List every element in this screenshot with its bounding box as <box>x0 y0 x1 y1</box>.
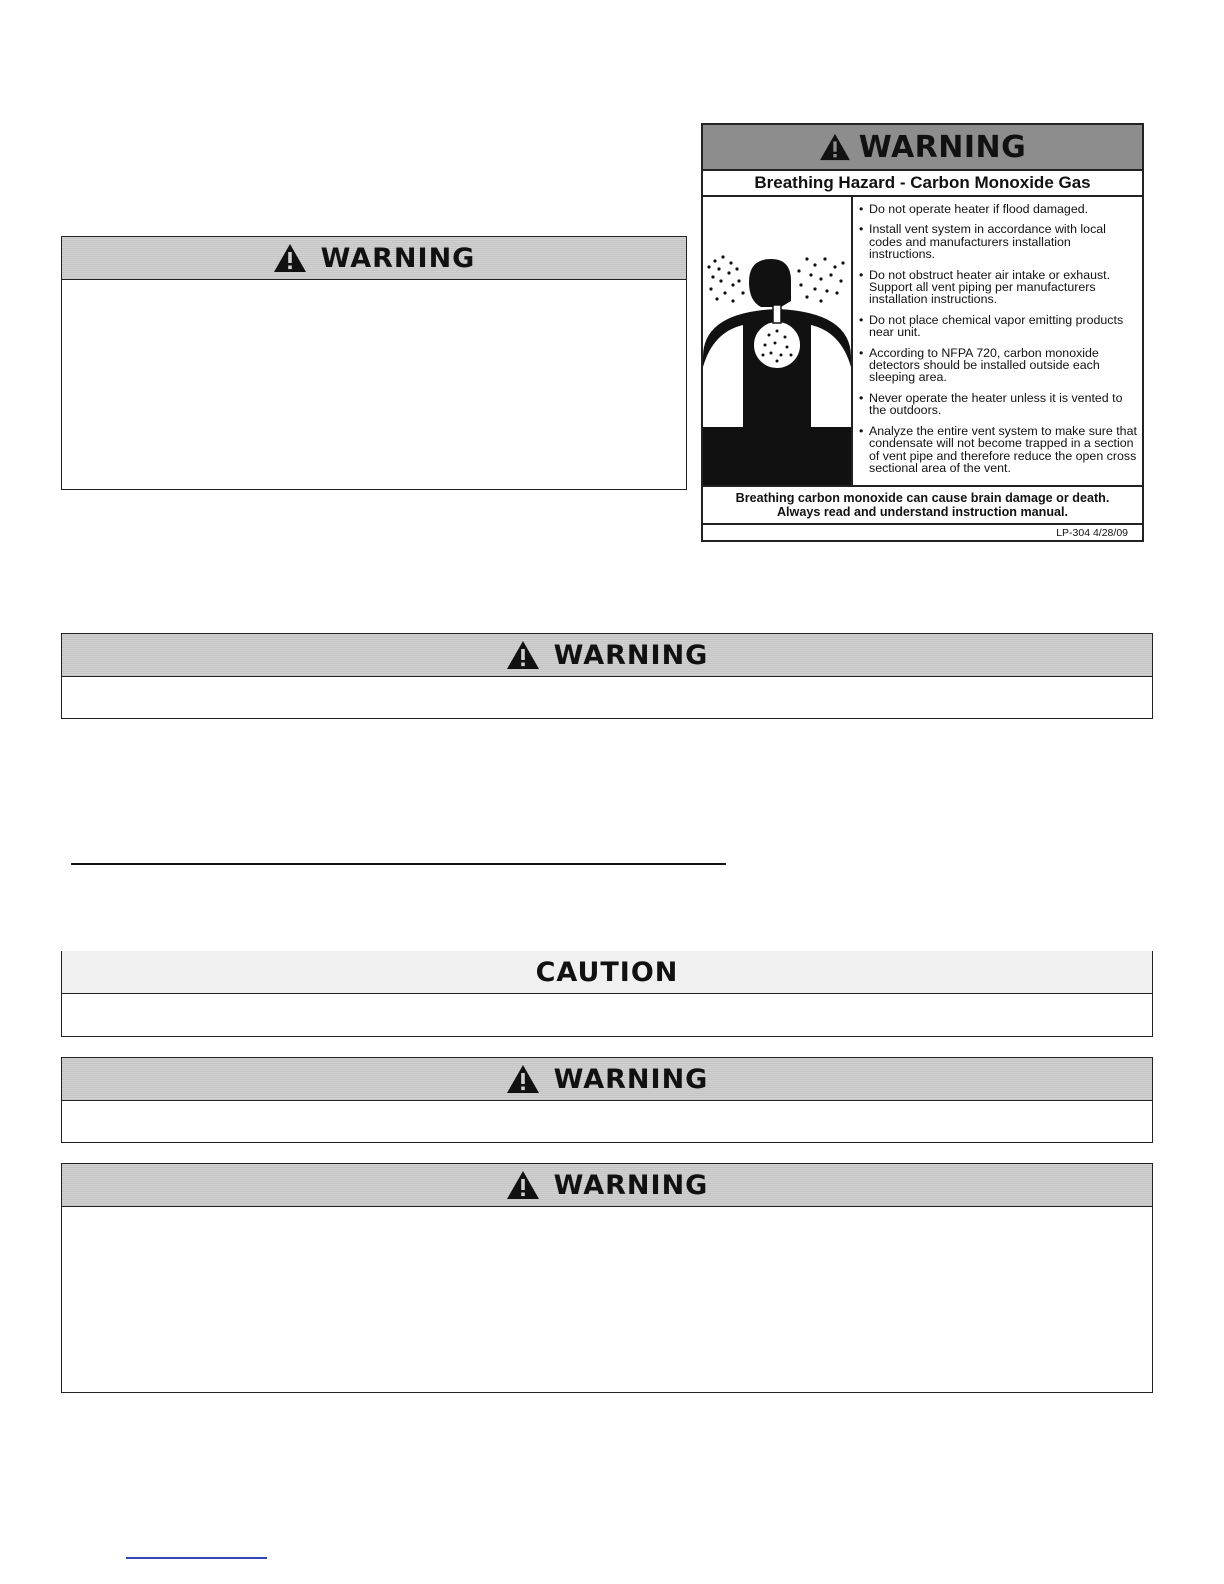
caution-box <box>61 951 1153 1037</box>
label-hazard-item: • According to NFPA 720, carbon monoxide detectors should be installed outside each sleeping area. <box>857 347 1138 384</box>
caution-box-header <box>62 951 1152 994</box>
label-footer-line-1: Breathing carbon monoxide can cause brain damage or death. <box>735 491 1110 505</box>
warning-box-3-title: WARNING <box>553 1063 709 1095</box>
warning-box-2 <box>61 633 1153 719</box>
label-subtitle: Breathing Hazard - Carbon Monoxide Gas <box>703 171 1142 197</box>
carbon-monoxide-pictogram <box>703 197 853 485</box>
label-hazard-item: • Analyze the entire vent system to make sure that condensate will not become trapped in a section of vent pipe and therefore reduce the open cross sectional area of the vent. <box>857 425 1138 475</box>
warning-box-4-title: WARNING <box>553 1169 709 1201</box>
warning-triangle-icon <box>506 1064 540 1094</box>
warning-triangle-icon <box>819 133 851 161</box>
label-hazard-item: • Never operate the heater unless it is vented to the outdoors. <box>857 392 1138 417</box>
label-footer-line-2: Always read and understand instruction manual. <box>776 505 1069 519</box>
label-hazard-item: • Do not place chemical vapor emitting products near unit. <box>857 314 1138 339</box>
label-header <box>703 125 1142 171</box>
warning-box-4 <box>61 1163 1153 1393</box>
link-underline[interactable] <box>126 1557 267 1559</box>
label-hazard-item: • Do not obstruct heater air intake or exhaust. Support all vent piping per manufacturers installation instructions. <box>857 269 1138 306</box>
label-title: WARNING <box>858 129 1027 165</box>
warning-triangle-icon <box>273 243 307 273</box>
label-footer <box>703 487 1142 525</box>
warning-box-1-header <box>62 237 686 280</box>
warning-box-3 <box>61 1057 1153 1143</box>
warning-box-1 <box>61 236 687 490</box>
warning-triangle-icon <box>506 640 540 670</box>
caution-box-title: CAUTION <box>535 956 679 988</box>
section-underline <box>71 863 726 865</box>
warning-box-3-header <box>62 1058 1152 1101</box>
warning-box-2-header <box>62 634 1152 677</box>
label-hazard-item: • Install vent system in accordance with local codes and manufacturers installation instructions. <box>857 223 1138 260</box>
breathing-hazard-icon <box>703 197 851 485</box>
label-code: LP-304 4/28/09 <box>1056 527 1128 539</box>
warning-box-1-title: WARNING <box>320 242 476 274</box>
warning-box-2-title: WARNING <box>553 639 709 671</box>
label-hazard-list <box>857 203 1138 482</box>
warning-triangle-icon <box>506 1170 540 1200</box>
label-body <box>703 197 1142 487</box>
carbon-monoxide-label <box>701 123 1144 542</box>
warning-box-4-header <box>62 1164 1152 1207</box>
label-hazard-item: • Do not operate heater if flood damaged. <box>857 203 1138 215</box>
